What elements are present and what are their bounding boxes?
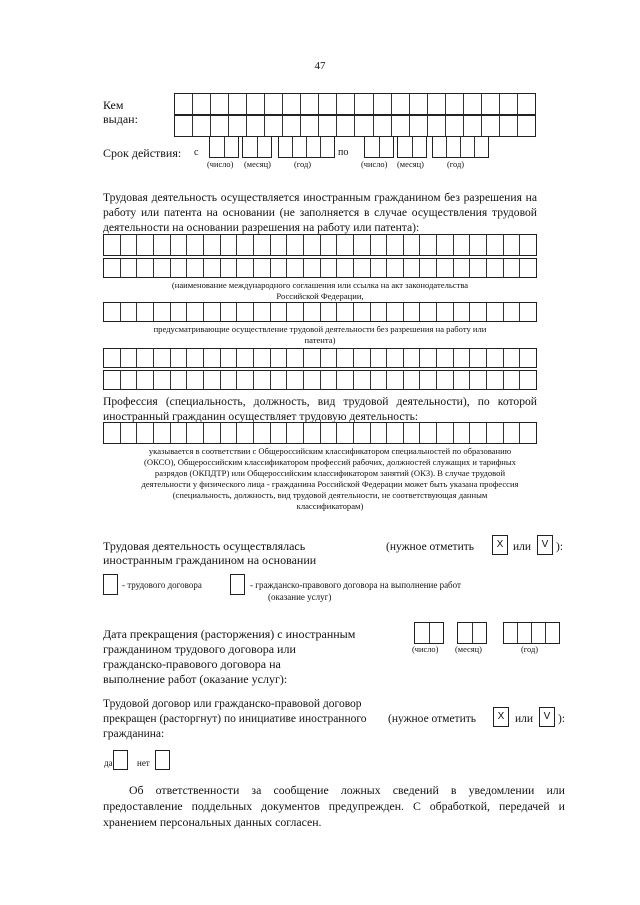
char-cell[interactable] [304,235,321,255]
char-cell[interactable] [532,623,546,643]
char-cell[interactable] [187,235,204,255]
yes-checkbox[interactable] [113,750,128,770]
char-cell[interactable] [287,423,304,443]
char-cell[interactable] [211,116,229,136]
char-cell[interactable] [137,235,154,255]
char-cell[interactable] [387,349,404,367]
char-cell[interactable] [104,259,121,277]
initiative-text-line-3: гражданина: [103,728,165,740]
char-cell[interactable] [437,259,454,277]
civil-contract-checkbox[interactable] [230,574,245,595]
char-cell[interactable] [475,137,488,157]
char-cell[interactable] [237,303,254,321]
char-cell[interactable] [437,303,454,321]
char-cell[interactable] [337,94,355,114]
char-cell[interactable] [175,94,193,114]
char-cell[interactable] [487,371,504,389]
char-cell[interactable] [171,259,188,277]
char-cell[interactable] [301,116,319,136]
validity-from-day-caption: (число) [207,160,234,169]
char-cell[interactable] [304,349,321,367]
char-cell[interactable] [287,235,304,255]
char-cell[interactable] [355,94,373,114]
char-cell[interactable] [247,94,265,114]
char-cell[interactable] [171,349,188,367]
char-cell[interactable] [504,303,521,321]
termination-month[interactable] [457,622,487,644]
char-cell[interactable] [221,349,238,367]
issued-by-label [103,98,138,126]
labor-contract-checkbox[interactable] [103,574,118,595]
char-cell[interactable] [221,303,238,321]
char-cell[interactable] [204,423,221,443]
termination-year-caption: (год) [521,645,539,654]
validity-to-day[interactable] [364,136,394,158]
char-cell[interactable] [404,259,421,277]
initiative-x-sample: X [493,707,509,727]
initiative-text [103,697,367,742]
char-cell[interactable] [420,423,437,443]
char-cell[interactable] [171,235,188,255]
char-cell[interactable] [271,371,288,389]
profession-row[interactable] [103,422,537,444]
validity-to-year-caption: (год) [447,160,465,169]
char-cell[interactable] [410,94,428,114]
char-cell[interactable] [337,371,354,389]
profession-text: Профессия (специальность, должность, вид трудовой деятельности), по которой иностранный гражданин осуществляет трудовую деятельность: [103,395,537,423]
char-cell[interactable] [500,94,518,114]
char-cell[interactable] [271,259,288,277]
termination-text-line-1: Дата прекращения (расторжения) с иностранным [103,627,356,641]
char-cell[interactable] [354,423,371,443]
basis-text-line-1: Трудовая деятельность осуществлялась [103,539,306,553]
char-cell[interactable] [304,423,321,443]
char-cell[interactable] [283,94,301,114]
char-cell[interactable] [121,371,138,389]
char-cell[interactable] [387,259,404,277]
char-cell[interactable] [447,137,461,157]
char-cell[interactable] [137,423,154,443]
char-cell[interactable] [520,423,536,443]
char-cell[interactable] [470,303,487,321]
char-cell[interactable] [520,235,536,255]
char-cell[interactable] [518,623,532,643]
validity-label: Срок действия: [103,146,182,160]
char-cell[interactable] [237,349,254,367]
char-cell[interactable] [193,116,211,136]
labor-contract-label: - трудового договора [122,580,202,590]
char-cell[interactable] [121,303,138,321]
char-cell[interactable] [355,116,373,136]
char-cell[interactable] [121,235,138,255]
char-cell[interactable] [204,303,221,321]
char-cell[interactable] [454,303,471,321]
char-cell[interactable] [437,423,454,443]
char-cell[interactable] [271,423,288,443]
basis-mark-prefix: (нужное отметить [386,541,475,553]
without-permit-caption-1: (наименование международного соглашения или ссылка на акт законодательства Российской Федерации, [171,280,469,301]
validity-from-day[interactable] [209,136,239,158]
char-cell[interactable] [193,94,211,114]
char-cell[interactable] [225,137,239,157]
char-cell[interactable] [321,371,338,389]
validity-from-month-caption: (месяц) [244,160,271,169]
validity-from-month[interactable] [242,136,272,158]
termination-text-line-3: гражданско-правового договора на [103,657,281,671]
char-cell[interactable] [520,259,536,277]
char-cell[interactable] [187,349,204,367]
char-cell[interactable] [404,423,421,443]
char-cell[interactable] [104,349,121,367]
char-cell[interactable] [187,303,204,321]
char-cell[interactable] [187,371,204,389]
char-cell[interactable] [154,303,171,321]
char-cell[interactable] [337,235,354,255]
char-cell[interactable] [337,423,354,443]
basis-text [103,539,316,567]
footer-line-1: Об ответственности за сообщение ложных сведений в уведомлении или [129,783,565,797]
char-cell[interactable] [433,137,447,157]
issued-by-row-2[interactable] [174,115,536,137]
char-cell[interactable] [404,349,421,367]
char-cell[interactable] [437,349,454,367]
char-cell[interactable] [321,303,338,321]
char-cell[interactable] [265,116,283,136]
issued-by-label-line-2: выдан: [103,112,138,126]
char-cell[interactable] [237,235,254,255]
char-cell[interactable] [287,371,304,389]
char-cell[interactable] [437,371,454,389]
char-cell[interactable] [454,423,471,443]
char-cell[interactable] [487,259,504,277]
char-cell[interactable] [464,94,482,114]
char-cell[interactable] [154,235,171,255]
char-cell[interactable] [482,94,500,114]
char-cell[interactable] [428,94,446,114]
char-cell[interactable] [154,259,171,277]
validity-from-year[interactable] [278,136,335,158]
char-cell[interactable] [470,259,487,277]
char-cell[interactable] [187,423,204,443]
char-cell[interactable] [387,303,404,321]
char-cell[interactable] [319,116,337,136]
char-cell[interactable] [104,423,121,443]
char-cell[interactable] [254,303,271,321]
char-cell[interactable] [283,116,301,136]
basis-x-sample: X [492,535,508,555]
char-cell[interactable] [371,371,388,389]
char-cell[interactable] [487,235,504,255]
char-cell[interactable] [392,116,410,136]
initiative-mark-suffix: ): [558,713,566,725]
char-cell[interactable] [265,94,283,114]
char-cell[interactable] [371,303,388,321]
char-cell[interactable] [271,303,288,321]
char-cell[interactable] [104,371,121,389]
without-permit-row-4[interactable] [103,348,537,368]
char-cell[interactable] [154,349,171,367]
char-cell[interactable] [154,423,171,443]
char-cell[interactable] [254,259,271,277]
char-cell[interactable] [404,235,421,255]
char-cell[interactable] [482,116,500,136]
char-cell[interactable] [243,137,258,157]
char-cell[interactable] [121,423,138,443]
char-cell[interactable] [428,116,446,136]
char-cell[interactable] [518,116,535,136]
char-cell[interactable] [387,235,404,255]
without-permit-row-2[interactable] [103,258,537,278]
char-cell[interactable] [237,371,254,389]
char-cell[interactable] [437,235,454,255]
char-cell[interactable] [518,94,535,114]
termination-month-caption: (месяц) [455,645,482,654]
char-cell[interactable] [504,423,521,443]
char-cell[interactable] [210,137,225,157]
char-cell[interactable] [387,371,404,389]
char-cell[interactable] [374,94,392,114]
char-cell[interactable] [221,423,238,443]
footer-line-2: предоставление поддельных документов предупрежден. С обработкой, передачей и [103,799,565,813]
char-cell[interactable] [321,349,338,367]
char-cell[interactable] [221,371,238,389]
char-cell[interactable] [321,259,338,277]
char-cell[interactable] [337,303,354,321]
char-cell[interactable] [237,423,254,443]
without-permit-row-3[interactable] [103,302,537,322]
char-cell[interactable] [371,235,388,255]
char-cell[interactable] [374,116,392,136]
validity-to-year[interactable] [432,136,489,158]
no-label: нет [137,758,150,768]
char-cell[interactable] [137,371,154,389]
char-cell[interactable] [287,259,304,277]
char-cell[interactable] [204,371,221,389]
termination-day-caption: (число) [412,645,439,654]
char-cell[interactable] [237,259,254,277]
char-cell[interactable] [392,94,410,114]
termination-date-text [103,627,355,687]
char-cell[interactable] [304,303,321,321]
initiative-v-sample: V [539,707,555,727]
char-cell[interactable] [454,235,471,255]
without-permit-caption-2: предусматривающие осуществление трудовой деятельности без разрешения на работу или патента) [153,324,487,345]
without-permit-text: Трудовая деятельность осуществляется иностранным гражданином без разрешения на работу или патента на основании (не заполняется в случае осуществления трудовой деятельности на основании разрешения на работу или патента): [103,191,537,234]
validity-to-month-caption: (месяц) [397,160,424,169]
civil-contract-label: - гражданско-правового договора на выполнение работ [250,580,461,590]
char-cell[interactable] [254,235,271,255]
char-cell[interactable] [337,349,354,367]
char-cell[interactable] [321,137,334,157]
termination-day[interactable] [414,622,444,644]
char-cell[interactable] [420,349,437,367]
char-cell[interactable] [171,423,188,443]
validity-to-label: по [338,147,349,158]
char-cell[interactable] [500,116,518,136]
char-cell[interactable] [221,235,238,255]
char-cell[interactable] [104,235,121,255]
char-cell[interactable] [354,371,371,389]
issued-by-row-1[interactable] [174,93,536,115]
footer-line-3: хранением персональных данных согласен. [103,815,322,829]
validity-to-day-caption: (число) [361,160,388,169]
char-cell[interactable] [254,349,271,367]
char-cell[interactable] [321,423,338,443]
char-cell[interactable] [154,371,171,389]
char-cell[interactable] [287,349,304,367]
char-cell[interactable] [380,137,394,157]
char-cell[interactable] [430,623,444,643]
char-cell[interactable] [337,259,354,277]
char-cell[interactable] [470,423,487,443]
basis-or: или [513,541,532,553]
char-cell[interactable] [301,94,319,114]
char-cell[interactable] [504,259,521,277]
termination-text-line-2: гражданином трудового договора или [103,642,296,656]
char-cell[interactable] [420,235,437,255]
char-cell[interactable] [354,235,371,255]
char-cell[interactable] [319,94,337,114]
char-cell[interactable] [171,371,188,389]
char-cell[interactable] [371,259,388,277]
char-cell[interactable] [175,116,193,136]
char-cell[interactable] [121,259,138,277]
char-cell[interactable] [520,349,536,367]
basis-text-line-2: иностранным гражданином на основании [103,553,317,567]
char-cell[interactable] [321,235,338,255]
validity-from-label: с [194,147,199,158]
char-cell[interactable] [487,303,504,321]
char-cell[interactable] [470,235,487,255]
termination-year[interactable] [503,622,560,644]
char-cell[interactable] [420,371,437,389]
basis-v-sample: V [537,535,553,555]
char-cell[interactable] [504,371,521,389]
char-cell[interactable] [446,94,464,114]
char-cell[interactable] [365,137,380,157]
char-cell[interactable] [354,303,371,321]
char-cell[interactable] [454,259,471,277]
char-cell[interactable] [410,116,428,136]
initiative-text-line-1: Трудовой договор или гражданско-правовой договор [103,698,362,710]
char-cell[interactable] [304,371,321,389]
char-cell[interactable] [470,349,487,367]
char-cell[interactable] [254,423,271,443]
char-cell[interactable] [387,423,404,443]
char-cell[interactable] [487,349,504,367]
char-cell[interactable] [464,116,482,136]
validity-to-month[interactable] [397,136,427,158]
char-cell[interactable] [487,423,504,443]
char-cell[interactable] [420,303,437,321]
footer-statement [103,782,565,830]
char-cell[interactable] [371,423,388,443]
char-cell[interactable] [137,259,154,277]
char-cell[interactable] [293,137,307,157]
char-cell[interactable] [473,623,487,643]
char-cell[interactable] [404,371,421,389]
char-cell[interactable] [415,623,430,643]
char-cell[interactable] [520,303,536,321]
char-cell[interactable] [454,349,471,367]
char-cell[interactable] [287,303,304,321]
char-cell[interactable] [221,259,238,277]
char-cell[interactable] [398,137,413,157]
yes-label: да [104,758,113,768]
char-cell[interactable] [204,235,221,255]
char-cell[interactable] [413,137,427,157]
char-cell[interactable] [204,349,221,367]
char-cell[interactable] [404,303,421,321]
char-cell[interactable] [187,259,204,277]
initiative-or: или [515,713,534,725]
without-permit-row-1[interactable] [103,234,537,256]
char-cell[interactable] [458,623,473,643]
char-cell[interactable] [204,259,221,277]
char-cell[interactable] [229,94,247,114]
char-cell[interactable] [354,349,371,367]
termination-text-line-4: выполнение работ (оказание услуг): [103,672,288,686]
char-cell[interactable] [229,116,247,136]
char-cell[interactable] [258,137,272,157]
char-cell[interactable] [171,303,188,321]
page-number: 47 [314,60,326,72]
char-cell[interactable] [504,623,518,643]
char-cell[interactable] [137,303,154,321]
char-cell[interactable] [211,94,229,114]
char-cell[interactable] [461,137,475,157]
char-cell[interactable] [137,349,154,367]
char-cell[interactable] [271,349,288,367]
basis-mark-suffix: ): [556,541,564,553]
char-cell[interactable] [247,116,265,136]
char-cell[interactable] [446,116,464,136]
validity-from-year-caption: (год) [294,160,312,169]
initiative-text-line-2: прекращен (расторгнут) по инициативе иностранного [103,713,367,725]
char-cell[interactable] [304,259,321,277]
char-cell[interactable] [307,137,321,157]
char-cell[interactable] [520,371,536,389]
char-cell[interactable] [371,349,388,367]
char-cell[interactable] [337,116,355,136]
civil-contract-label-2: (оказание услуг) [268,592,332,602]
char-cell[interactable] [279,137,293,157]
without-permit-row-5[interactable] [103,370,537,390]
char-cell[interactable] [254,371,271,389]
char-cell[interactable] [104,303,121,321]
char-cell[interactable] [354,259,371,277]
no-checkbox[interactable] [155,750,170,770]
initiative-mark-prefix: (нужное отметить [388,713,477,725]
char-cell[interactable] [504,235,521,255]
char-cell[interactable] [546,623,559,643]
issued-by-label-line-1: Кем [103,98,124,112]
char-cell[interactable] [271,235,288,255]
char-cell[interactable] [454,371,471,389]
char-cell[interactable] [121,349,138,367]
char-cell[interactable] [504,349,521,367]
profession-caption: указывается в соответствии с Общероссийским классификатором специальностей по образованию (ОКСО), Общероссийским классификатором профессий рабочих, должностей служащих и тарифных разрядов (ОКПДТР) или Общероссийским классификатором занятий (ОКЗ). В случае трудовой деятельности у физического лица - гражданина Российской Федерации может быть указана профессия (специальность, должность, вид трудовой деятельности, не соответствующая данным классификаторам) [141,446,519,511]
char-cell[interactable] [420,259,437,277]
char-cell[interactable] [470,371,487,389]
